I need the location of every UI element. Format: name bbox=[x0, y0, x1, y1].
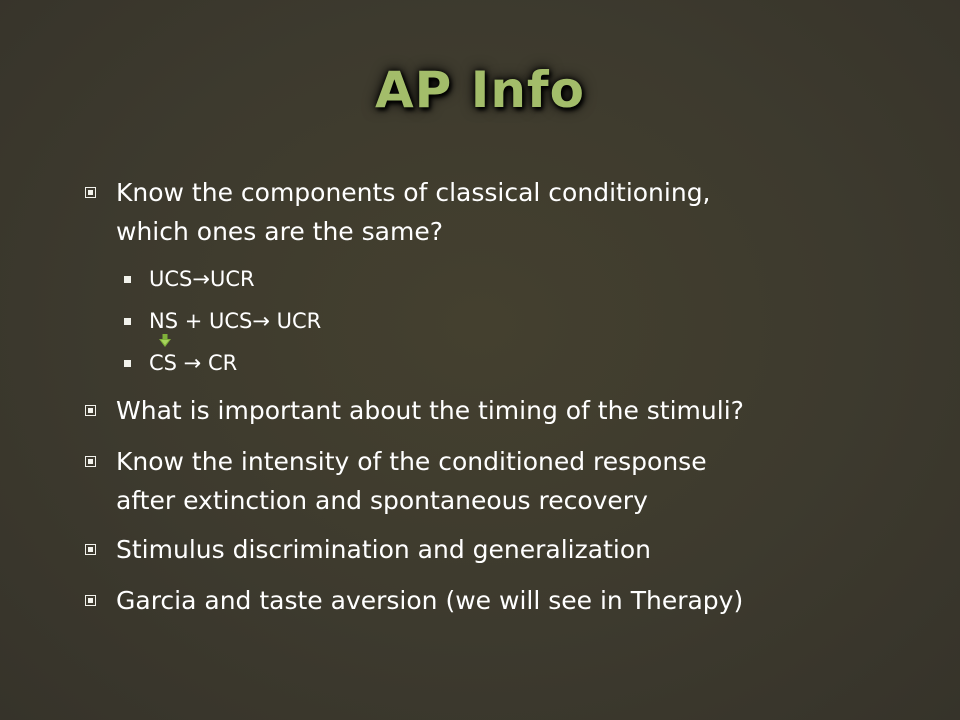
slide-title: AP Info bbox=[374, 61, 586, 119]
sub-bullet-text bbox=[149, 350, 237, 376]
small-square-bullet-icon bbox=[124, 360, 131, 367]
sub-bullet-text bbox=[149, 266, 255, 292]
right-arrow-icon: → bbox=[183, 351, 202, 375]
bullet-text-line: What is important about the timing of the stimuli? bbox=[116, 396, 744, 425]
right-arrow-icon: → bbox=[252, 309, 270, 333]
bullet-text-line: Know the intensity of the conditioned response bbox=[116, 447, 707, 476]
formula-right: UCR bbox=[269, 309, 322, 333]
formula-right: CR bbox=[201, 351, 238, 375]
bullet-text-line: Know the components of classical conditioning, bbox=[116, 178, 711, 207]
square-bullet-icon bbox=[85, 456, 96, 467]
square-bullet-icon bbox=[85, 405, 96, 416]
formula-left: NS + UCS bbox=[149, 309, 253, 333]
bullet-text-line: Stimulus discrimination and generalization bbox=[116, 535, 651, 564]
right-arrow-icon: → bbox=[192, 267, 210, 291]
bullet-text-line: after extinction and spontaneous recovery bbox=[116, 486, 648, 515]
formula-left: CS bbox=[149, 351, 184, 375]
small-square-bullet-icon bbox=[124, 318, 131, 325]
formula-left: UCS bbox=[149, 267, 193, 291]
square-bullet-icon bbox=[85, 595, 96, 606]
formula-right: UCR bbox=[209, 267, 255, 291]
green-down-arrow-icon bbox=[159, 334, 171, 348]
sub-bullet-text bbox=[149, 308, 321, 334]
square-bullet-icon bbox=[85, 187, 96, 198]
bullet-text-line: which ones are the same? bbox=[116, 217, 443, 246]
bullet-text-line: Garcia and taste aversion (we will see in Therapy) bbox=[116, 586, 744, 615]
small-square-bullet-icon bbox=[124, 276, 131, 283]
square-bullet-icon bbox=[85, 544, 96, 555]
